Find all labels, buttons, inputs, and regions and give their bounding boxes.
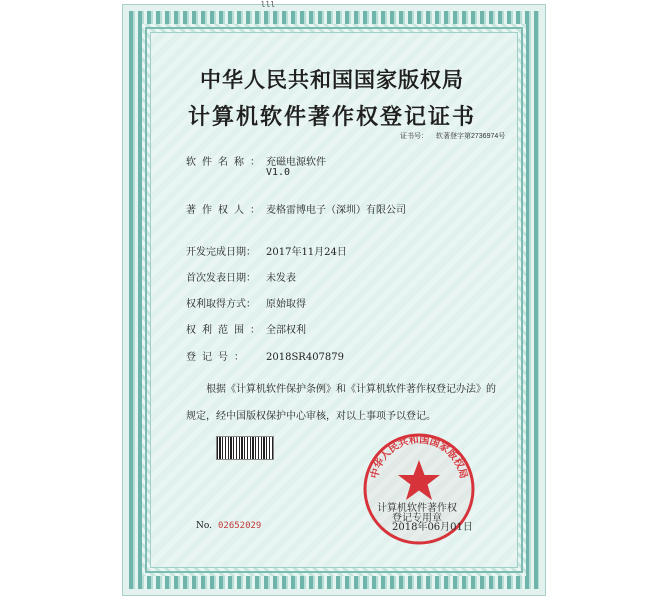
- field-first-publication: [186, 269, 296, 284]
- copyright-owner-value: 麦格雷博电子（深圳）有限公司: [266, 205, 406, 216]
- field-scope-of-rights: [186, 321, 306, 336]
- copyright-owner-label: 著作权人：: [186, 205, 266, 216]
- seal-outer-text: 中华人民共和国国家版权局: [369, 434, 469, 480]
- certificate-title: 计算机软件著作权登记证书: [187, 105, 476, 130]
- serial-number-label: No.: [196, 521, 212, 531]
- software-name-value: 充磁电源软件: [266, 157, 326, 168]
- completion-date-value: 2017年11月24日: [266, 247, 347, 258]
- scope-of-rights-label: 权利范围：: [186, 325, 266, 336]
- software-version: V1.0: [266, 167, 291, 178]
- seal-text-line-2: 登记专用章: [392, 513, 442, 524]
- certificate-number-label: 证书号：: [400, 133, 428, 140]
- field-completion-date: [186, 243, 347, 258]
- first-publication-value: 未发表: [266, 273, 296, 284]
- first-publication-label: 首次发表日期：: [186, 273, 256, 284]
- field-software-name: [186, 153, 326, 168]
- completion-date-label: 开发完成日期：: [186, 247, 256, 258]
- issue-date: 2018年06月01日: [392, 522, 473, 533]
- certificate-number-value: 软著登字第2736974号: [436, 133, 506, 140]
- field-registration-number: [186, 348, 344, 363]
- software-name-label: 软件名称：: [186, 157, 266, 168]
- certificate-number: [400, 131, 505, 141]
- scope-of-rights-value: 全部权利: [266, 325, 306, 336]
- serial-number-value: 02652029: [218, 521, 262, 531]
- acquisition-method-value: 原始取得: [266, 299, 306, 310]
- acquisition-method-label: 权利取得方式：: [186, 299, 256, 310]
- legal-basis-line-2: 规定，经中国版权保护中心审核，对以上事项予以登记。: [186, 411, 436, 422]
- field-copyright-owner: [186, 201, 406, 216]
- serial-number: [196, 521, 261, 531]
- issuing-authority: 中华人民共和国国家版权局: [200, 68, 464, 92]
- field-acquisition-method: [186, 295, 306, 310]
- seal-text-line-1: 计算机软件著作权: [377, 503, 457, 514]
- barcode: [216, 436, 274, 460]
- top-handwritten-mark: lll: [260, 0, 276, 9]
- registration-number-label: 登记号：: [186, 352, 250, 363]
- registration-number-value: 2018SR407879: [266, 352, 345, 363]
- legal-basis-line-1: 根据《计算机软件保护条例》和《计算机软件著作权登记办法》的: [206, 384, 496, 395]
